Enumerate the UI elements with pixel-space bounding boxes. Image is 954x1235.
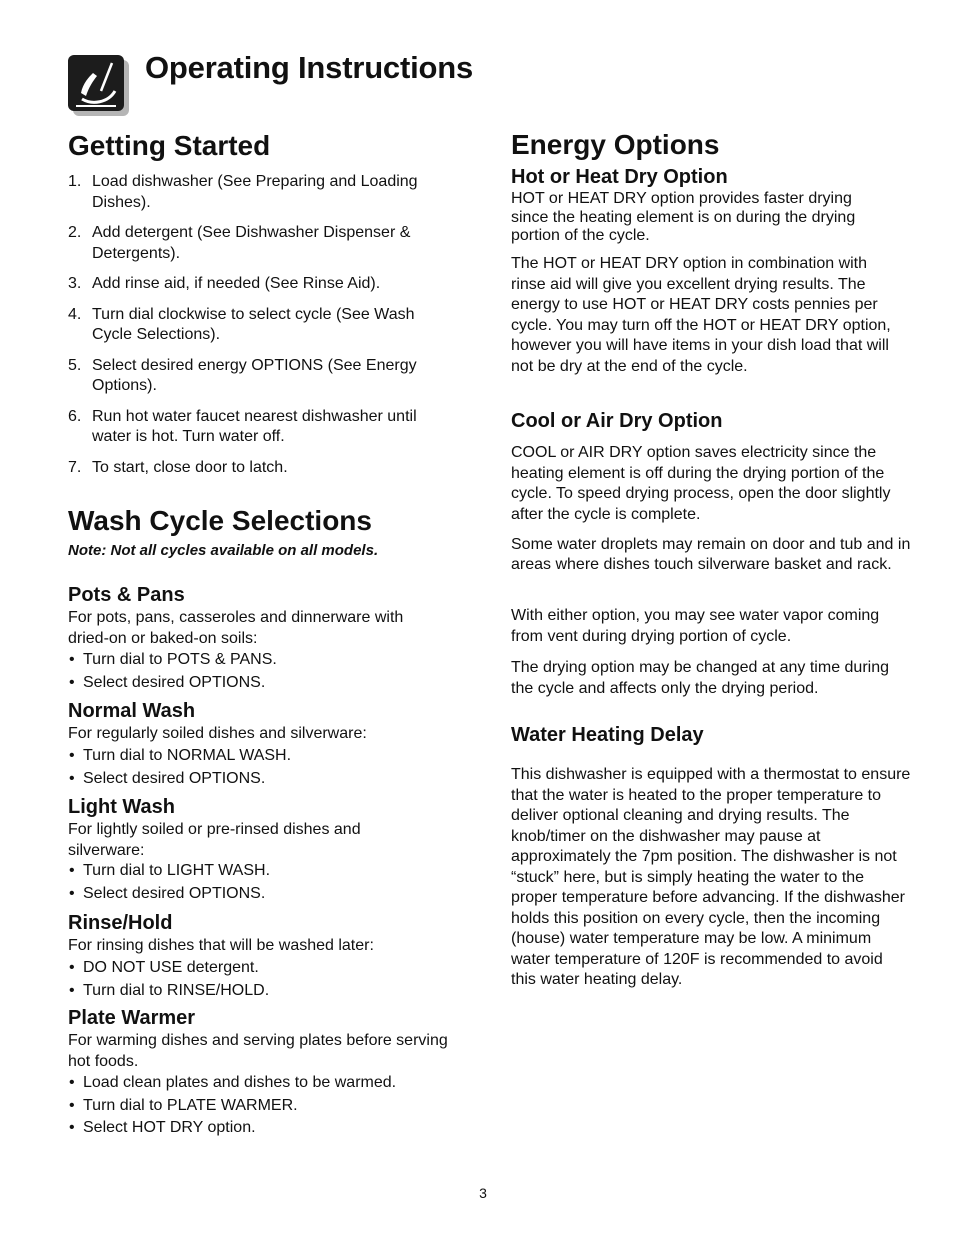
list-item: • Select desired OPTIONS. <box>68 883 453 906</box>
step-number: 2. <box>68 224 82 241</box>
cool-dry-paragraph: COOL or AIR DRY option saves electricity since the heating element is off during the drying portion of the cycle. To speed drying process, open the door slightly after the cycle is complete. <box>511 444 891 523</box>
step-text: Load dishwasher (See Preparing and Loading Dishes). <box>92 173 418 211</box>
light-wash-steps <box>68 860 453 905</box>
cool-dry-paragraph: With either option, you may see water vapor coming from vent during drying portion of cycle. <box>511 607 880 645</box>
step-item <box>68 172 453 213</box>
step-number: 4. <box>68 305 82 323</box>
cool-dry-heading: Cool or Air Dry Option <box>511 410 723 432</box>
step-item <box>68 305 453 346</box>
step-number: 6. <box>68 407 82 425</box>
step-item <box>68 274 453 295</box>
list-item: • Turn dial to LIGHT WASH. <box>68 860 453 883</box>
step-text: Add rinse aid, if needed (See Rinse Aid). <box>92 275 381 292</box>
list-item: • Turn dial to RINSE/HOLD. <box>68 980 453 1003</box>
plate-warmer-description: For warming dishes and serving plates before serving hot foods. <box>68 1032 448 1070</box>
rinse-hold-description: For rinsing dishes that will be washed later: <box>68 937 374 954</box>
page-number: 3 <box>479 1185 487 1201</box>
normal-wash-steps <box>68 745 453 790</box>
cool-dry-paragraph: Some water droplets may remain on door and tub and in areas where dishes touch silverware basket and rack. <box>511 536 911 573</box>
step-item <box>68 356 453 397</box>
light-wash-heading: Light Wash <box>68 796 176 818</box>
plate-warmer-steps <box>68 1072 453 1140</box>
step-text: Select desired energy OPTIONS (See Energy Options). <box>92 356 417 394</box>
step-text: Turn dial clockwise to select cycle (See Wash Cycle Selections). <box>92 305 415 343</box>
list-item: • Select desired OPTIONS. <box>68 768 453 791</box>
hot-dry-heading: Hot or Heat Dry Option <box>511 166 728 188</box>
normal-wash-description: For regularly soiled dishes and silverware: <box>68 725 367 742</box>
list-item: • Select desired OPTIONS. <box>68 672 453 695</box>
light-wash-description: For lightly soiled or pre-rinsed dishes and silverware: <box>68 821 361 859</box>
list-item: • Turn dial to NORMAL WASH. <box>68 745 453 768</box>
water-heating-delay-paragraph: This dishwasher is equipped with a thermostat to ensure that the water is heated to the proper temperature to deliver optional cleaning and drying results. The knob/timer on the dishwasher may pause at approximately the 7pm position. The dishwasher is not “stuck” here, but is simply heating the water to the proper temperature before advancing. If the dishwasher holds this position on every cycle, then the incoming (house) water temperature may be low. A minimum water temperature of 120F is recommended to avoid this water heating delay. <box>511 766 911 988</box>
hot-dry-paragraph: The HOT or HEAT DRY option in combination with rinse aid will give you excellent drying results. The energy to use HOT or HEAT DRY costs pennies per cycle. You may turn off the HOT or HEAT DRY option, however you will have items in your dish load that will not be dry at the end of the cycle. <box>511 255 891 375</box>
water-heating-delay-heading: Water Heating Delay <box>511 724 704 746</box>
pots-pans-steps <box>68 649 453 694</box>
cool-dry-paragraph: The drying option may be changed at any time during the cycle and affects only the drying period. <box>511 659 890 697</box>
hot-dry-paragraph: HOT or HEAT DRY option provides faster drying since the heating element is on during the drying portion of the cycle. <box>511 190 856 244</box>
list-item: • Select HOT DRY option. <box>68 1117 453 1140</box>
rinse-hold-heading: Rinse/Hold <box>68 912 173 934</box>
page-title: Operating Instructions <box>145 50 474 85</box>
step-number: 5. <box>68 356 82 374</box>
step-text: To start, close door to latch. <box>92 458 288 476</box>
step-text: Add detergent (See Dishwasher Dispenser & Detergents). <box>92 224 411 262</box>
wash-cycle-heading: Wash Cycle Selections <box>68 505 372 536</box>
rinse-hold-steps <box>68 957 453 1002</box>
normal-wash-heading: Normal Wash <box>68 700 196 722</box>
getting-started-steps <box>68 172 453 488</box>
step-item <box>68 223 453 264</box>
step-item <box>68 458 453 479</box>
list-item: • Load clean plates and dishes to be warmed. <box>68 1072 453 1095</box>
list-item: • Turn dial to PLATE WARMER. <box>68 1095 453 1118</box>
pots-pans-description: For pots, pans, casseroles and dinnerware with dried-on or baked-on soils: <box>68 609 404 647</box>
list-item: • DO NOT USE detergent. <box>68 957 453 980</box>
list-item: • Turn dial to POTS & PANS. <box>68 649 453 672</box>
dishwasher-manual-icon <box>68 55 130 117</box>
step-number: 7. <box>68 458 82 476</box>
plate-warmer-heading: Plate Warmer <box>68 1007 196 1029</box>
step-text: Run hot water faucet nearest dishwasher until water is hot. Turn water off. <box>92 407 417 445</box>
step-item <box>68 407 453 448</box>
energy-options-heading: Energy Options <box>511 129 720 160</box>
getting-started-heading: Getting Started <box>68 130 271 161</box>
step-number: 1. <box>68 173 82 190</box>
pots-pans-heading: Pots & Pans <box>68 584 185 606</box>
step-number: 3. <box>68 275 82 292</box>
cycle-availability-note: Note: Not all cycles available on all models. <box>68 542 379 559</box>
